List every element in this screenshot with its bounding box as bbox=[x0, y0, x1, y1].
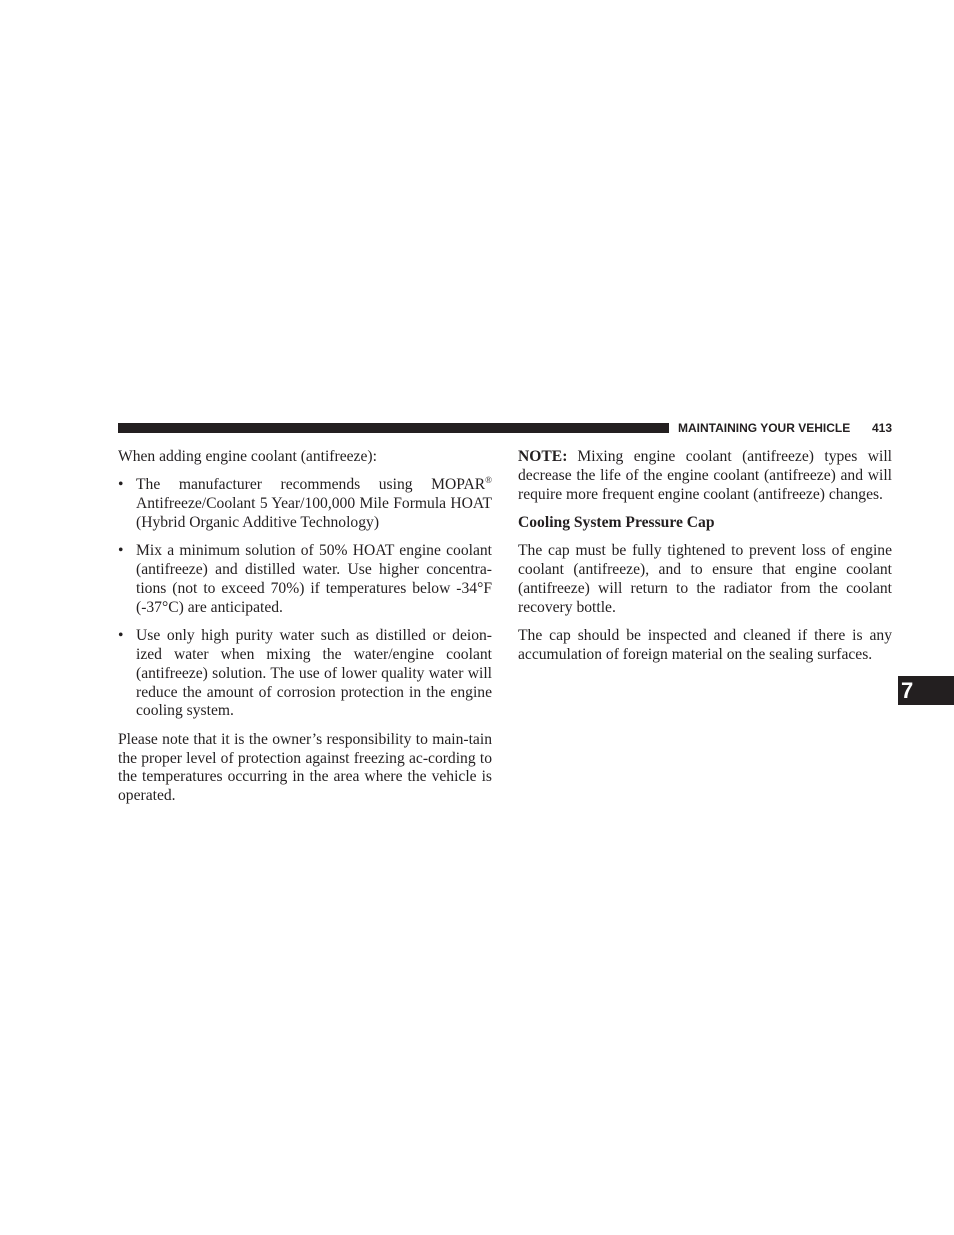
list-item bbox=[118, 542, 492, 617]
running-header bbox=[678, 420, 892, 436]
left-column bbox=[118, 448, 492, 816]
note-label: NOTE: bbox=[518, 448, 568, 465]
bullet-text-start: The manufacturer recommends using MOPAR bbox=[136, 476, 486, 494]
bullet-icon: • bbox=[118, 476, 124, 494]
chapter-tab: 7 bbox=[898, 676, 954, 705]
bullet-icon: • bbox=[118, 542, 124, 560]
page-number: 413 bbox=[871, 421, 892, 435]
header-rule bbox=[118, 423, 669, 433]
registered-mark: ® bbox=[485, 475, 492, 486]
closing-paragraph: Please note that it is the owner’s responsibility to main-tain the proper level of protection against freezing ac-cording to the temperatures occurring in the area where the vehicle is operated. bbox=[118, 730, 492, 805]
bullet-text: Use only high purity water such as distilled or deion-ized water when mixing the water/engine coolant (antifreeze) solution. The use of lower quality water will reduce the amount of corrosion protection in the engine cooling system. bbox=[136, 627, 492, 720]
right-column bbox=[518, 448, 892, 674]
section-title: MAINTAINING YOUR VEHICLE bbox=[678, 421, 851, 435]
list-item bbox=[118, 476, 492, 532]
intro-paragraph: When adding engine coolant (antifreeze): bbox=[118, 448, 377, 465]
coolant-bullet-list bbox=[118, 476, 492, 721]
note-paragraph bbox=[518, 448, 892, 504]
list-item bbox=[118, 627, 492, 721]
note-text: Mixing engine coolant (antifreeze) types will decrease the life of the engine coolant (antifreeze) and will require more frequent engine coolant (antifreeze) changes. bbox=[518, 448, 892, 503]
bullet-text-end: Antifreeze/Coolant 5 Year/100,000 Mile Formula HOAT (Hybrid Organic Additive Technology) bbox=[136, 495, 492, 531]
inspection-paragraph: The cap should be inspected and cleaned if there is any accumulation of foreign material on the sealing surfaces. bbox=[518, 627, 892, 663]
pressure-cap-paragraph: The cap must be fully tightened to prevent loss of engine coolant (antifreeze), and to ensure that engine coolant (antifreeze) will return to the radiator from the coolant recovery bottle. bbox=[518, 542, 892, 616]
bullet-icon: • bbox=[118, 627, 124, 645]
section-heading: Cooling System Pressure Cap bbox=[518, 513, 715, 531]
bullet-text bbox=[136, 476, 492, 532]
bullet-text: Mix a minimum solution of 50% HOAT engine coolant (antifreeze) and distilled water. Use higher concentra-tions (not to exceed 70%) if temperatures below -34°F (-37°C) are anticipated. bbox=[136, 542, 492, 616]
